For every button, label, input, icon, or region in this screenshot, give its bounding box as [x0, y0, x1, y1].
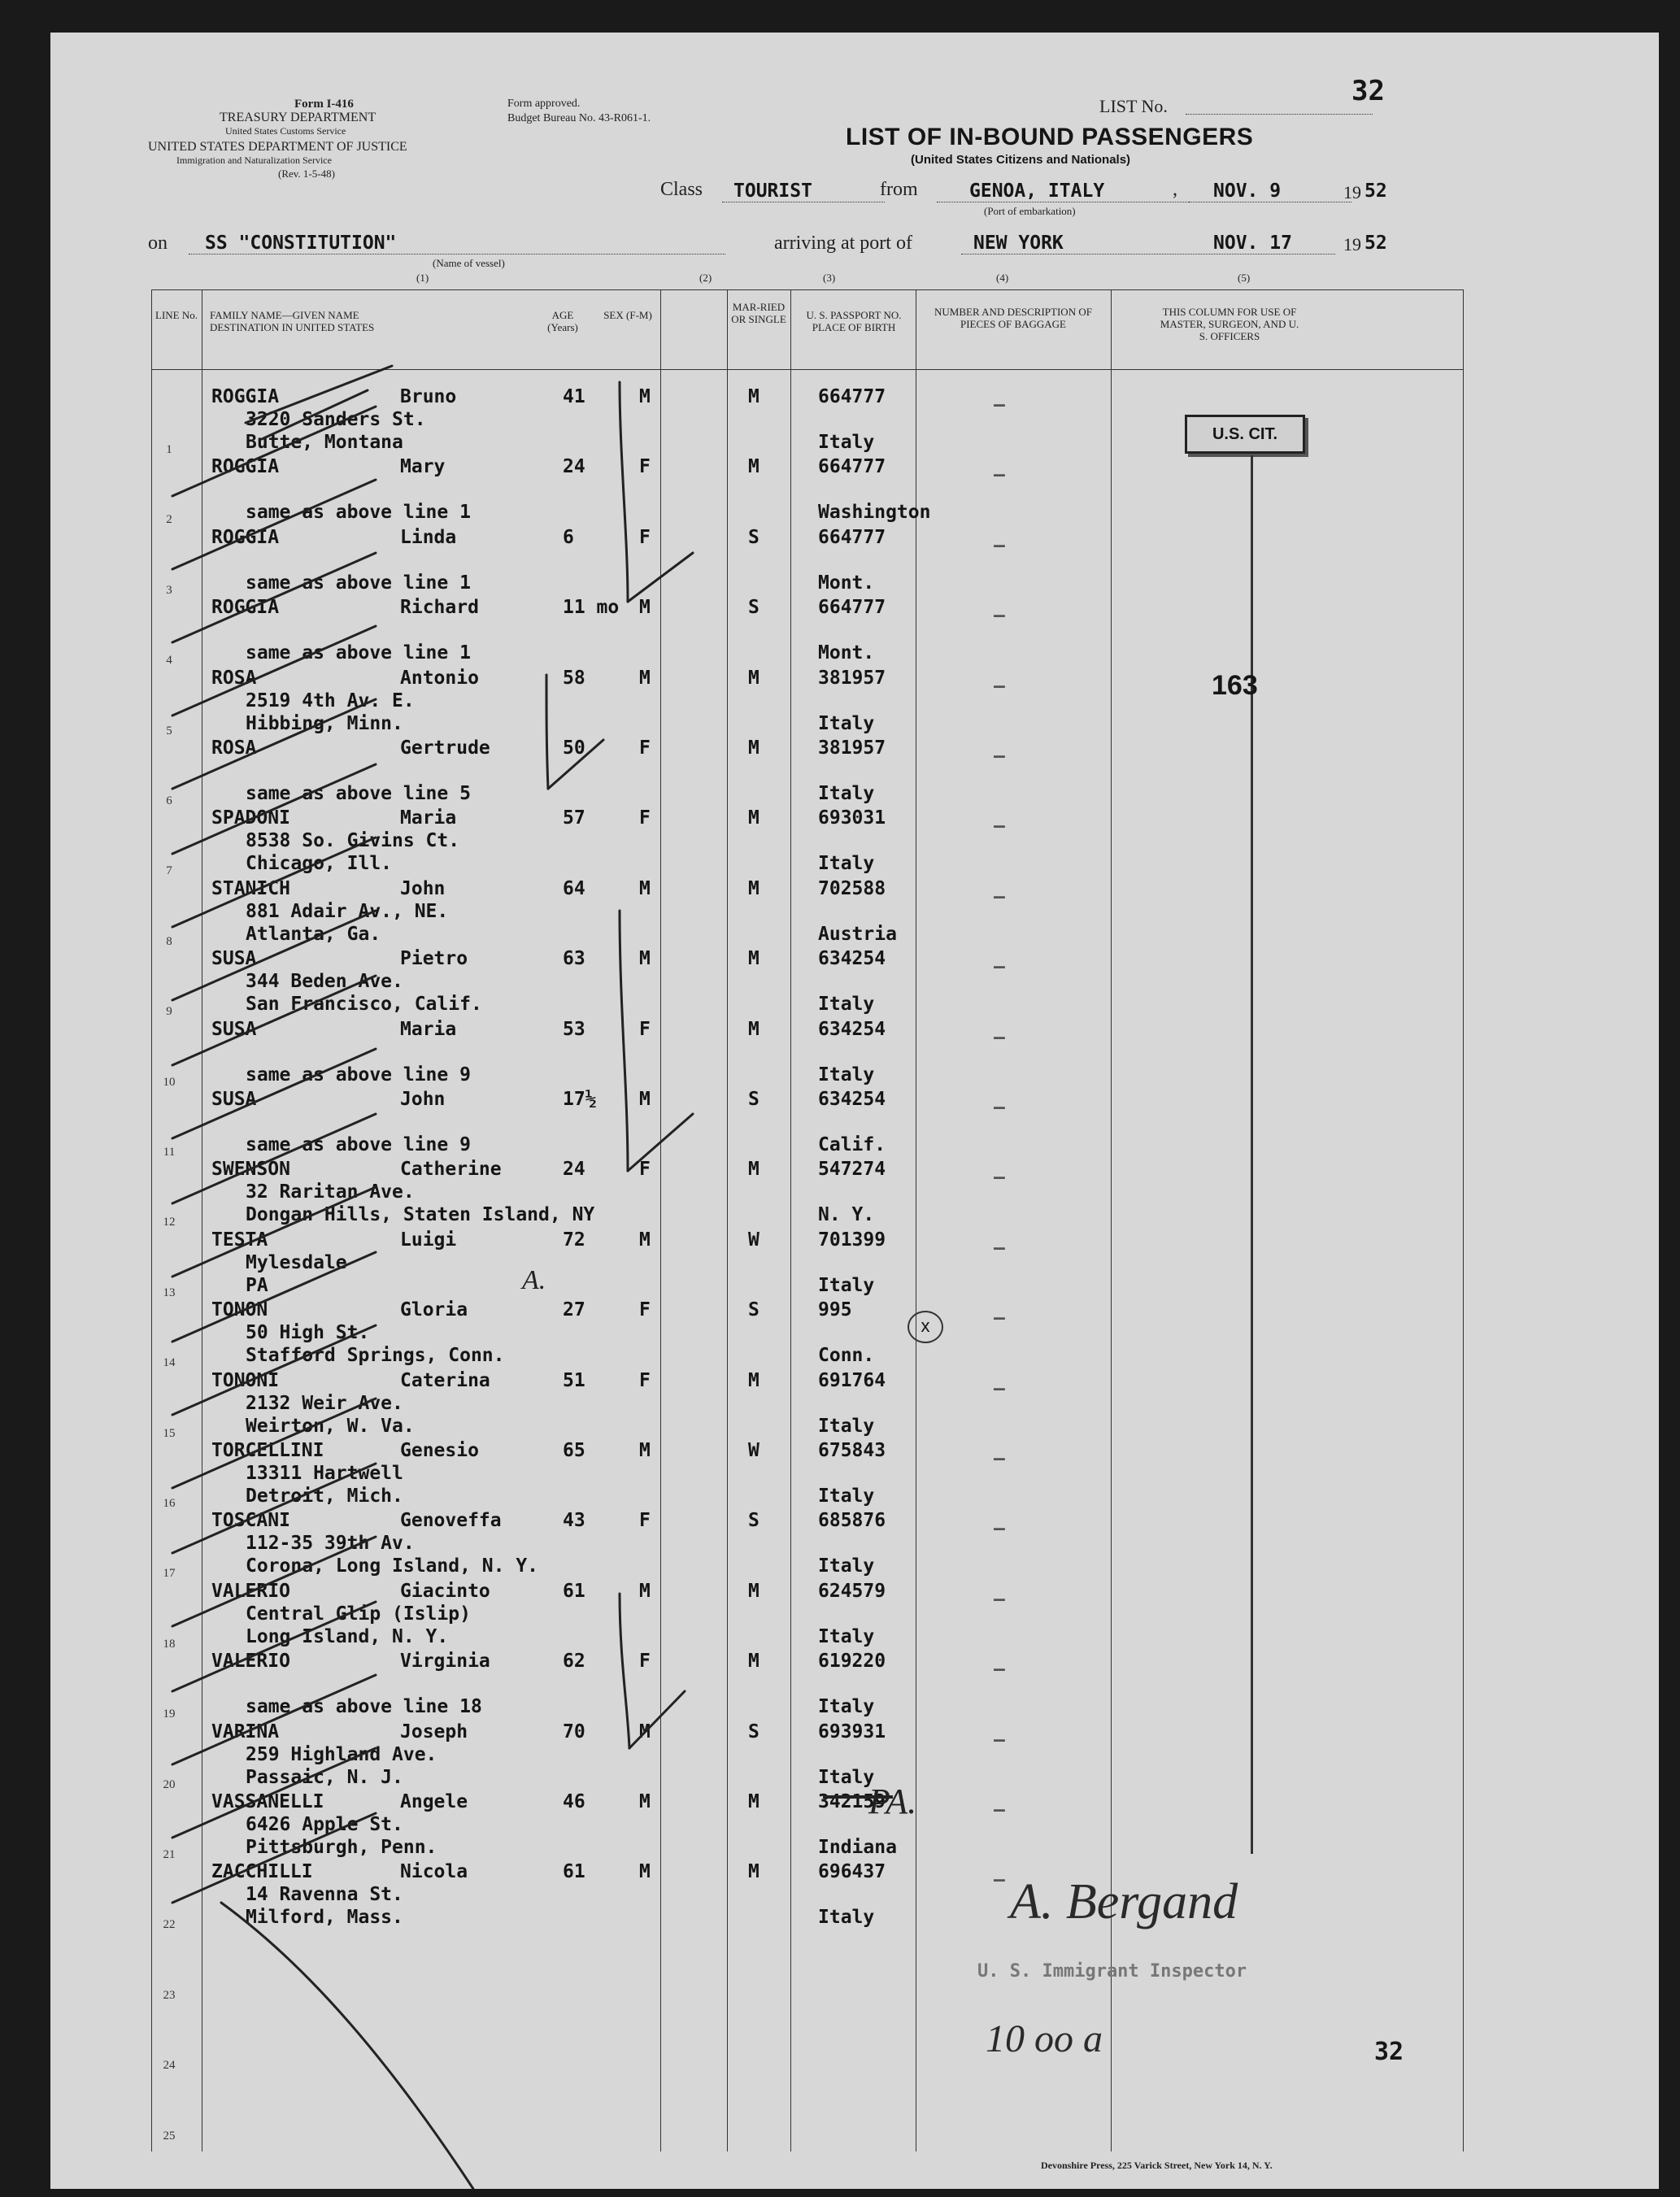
line-number: 13 [163, 1286, 176, 1299]
baggage-dash: – [994, 464, 1005, 486]
marital-status: M [748, 386, 759, 407]
sex: F [639, 1018, 651, 1040]
age: 24 [563, 456, 585, 478]
given-name: John [400, 1089, 446, 1110]
marital-status: S [748, 1299, 759, 1321]
header-married-single: MAR-RIED OR SINGLE [731, 301, 786, 325]
budget-bureau: Budget Bureau No. 43-R061-1. [507, 112, 651, 124]
destination-street: 259 Highland Ave. [246, 1743, 437, 1765]
marital-status: M [748, 807, 759, 829]
destination-city: Passaic, N. J. [246, 1766, 403, 1788]
header-passport-birth: U. S. PASSPORT NO. PLACE OF BIRTH [806, 309, 902, 333]
age: 46 [563, 1791, 585, 1812]
passport-number: 634254 [818, 1089, 886, 1110]
destination-street: 6426 Apple St. [246, 1814, 403, 1835]
family-name: SPADONI [211, 807, 290, 829]
line-number: 18 [163, 1637, 176, 1651]
marital-status: S [748, 1089, 759, 1110]
destination-city: Stafford Springs, Conn. [246, 1345, 505, 1367]
line-number: 9 [166, 1005, 172, 1019]
given-name: Antonio [400, 667, 479, 689]
place-of-birth: Italy [818, 1696, 875, 1718]
sex: F [639, 456, 651, 478]
destination-city: Milford, Mass. [246, 1907, 403, 1929]
baggage-dash: – [994, 1377, 1005, 1399]
place-of-birth: Italy [818, 712, 875, 734]
family-name: SUSA [211, 948, 257, 970]
line-number: 12 [163, 1216, 176, 1229]
place-of-birth: Italy [818, 1415, 875, 1437]
destination-city: same as above line 9 [246, 1064, 471, 1085]
destination-city: Chicago, Ill. [246, 853, 393, 875]
customs-service: United States Customs Service [225, 125, 346, 137]
place-of-birth: Calif. [818, 1134, 886, 1155]
place-of-birth: Mont. [818, 642, 875, 664]
age: 51 [563, 1369, 585, 1391]
destination-city: Hibbing, Minn. [246, 712, 403, 734]
destination-city: Weirton, W. Va. [246, 1415, 415, 1437]
header-baggage: NUMBER AND DESCRIPTION OF PIECES OF BAGGAGE [934, 306, 1092, 330]
given-name: Virginia [400, 1651, 490, 1673]
given-name: Richard [400, 597, 479, 619]
given-name: Luigi [400, 1229, 457, 1251]
destination-city: PA [246, 1274, 268, 1296]
given-name: Gertrude [400, 737, 490, 759]
place-of-birth: Italy [818, 1766, 875, 1788]
passport-number: 702588 [818, 877, 886, 899]
age: 61 [563, 1861, 585, 1883]
justice-dept: UNITED STATES DEPARTMENT OF JUSTICE [148, 140, 407, 154]
place-of-birth: Italy [818, 1064, 875, 1085]
passport-number: 664777 [818, 386, 886, 407]
age: 11 mo [563, 597, 620, 619]
baggage-dash: – [994, 746, 1005, 767]
marital-status: W [748, 1440, 759, 1461]
place-of-birth: Italy [818, 853, 875, 875]
given-name: Caterina [400, 1369, 490, 1391]
destination-street: 13311 Hartwell [246, 1463, 403, 1484]
sex: M [639, 1229, 651, 1251]
baggage-dash: – [994, 1026, 1005, 1048]
baggage-dash: – [994, 956, 1005, 978]
age: 6 [563, 526, 574, 548]
passport-number: 693931 [818, 1721, 886, 1742]
correction-a: A. [522, 1265, 546, 1295]
age: 53 [563, 1018, 585, 1040]
given-name: Bruno [400, 386, 457, 407]
treasury-dept: TREASURY DEPARTMENT [220, 111, 376, 124]
baggage-dash: – [994, 534, 1005, 556]
line-number: 6 [166, 794, 172, 807]
age: 62 [563, 1651, 585, 1673]
arrival-year: 52 [1364, 233, 1387, 254]
passenger-count: 163 [1212, 670, 1258, 701]
sex: F [639, 737, 651, 759]
age: 64 [563, 877, 585, 899]
marital-status: M [748, 877, 759, 899]
col-num-1: (1) [416, 272, 429, 284]
form-title: LIST OF IN-BOUND PASSENGERS [846, 124, 1254, 150]
port-embark-caption: (Port of embarkation) [984, 205, 1076, 217]
marital-status: M [748, 1018, 759, 1040]
line-number: 21 [163, 1848, 176, 1861]
baggage-dash: – [994, 816, 1005, 837]
departure-date: NOV. 9 [1213, 181, 1282, 202]
baggage-dash: – [994, 885, 1005, 907]
family-name: TONON [211, 1299, 268, 1321]
age: 17½ [563, 1089, 597, 1110]
line-number: 3 [166, 583, 172, 597]
baggage-dash: – [994, 1588, 1005, 1610]
given-name: Maria [400, 1018, 457, 1040]
line-number: 15 [163, 1426, 176, 1440]
given-name: Gloria [400, 1299, 468, 1321]
destination-street: 14 Ravenna St. [246, 1884, 403, 1906]
passport-number: 691764 [818, 1369, 886, 1391]
family-name: VALERIO [211, 1651, 290, 1673]
destination-city: same as above line 9 [246, 1134, 471, 1155]
destination-street: Mylesdale [246, 1251, 347, 1273]
line-number: 16 [163, 1497, 176, 1510]
passport-number: 547274 [818, 1159, 886, 1181]
line-number: 14 [163, 1356, 176, 1370]
on-label: on [148, 233, 168, 254]
destination-city: Butte, Montana [246, 432, 403, 453]
place-of-birth: N. Y. [818, 1204, 875, 1226]
family-name: VARINA [211, 1721, 280, 1742]
sex: F [639, 1299, 651, 1321]
passport-number: 685876 [818, 1510, 886, 1532]
revision: (Rev. 1-5-48) [278, 167, 335, 180]
family-name: VALERIO [211, 1580, 290, 1602]
place-of-birth: Italy [818, 783, 875, 804]
family-name: ROGGIA [211, 386, 280, 407]
family-name: ROSA [211, 737, 257, 759]
sex: F [639, 526, 651, 548]
vessel-name: SS "CONSTITUTION" [205, 233, 397, 254]
marital-status: M [748, 948, 759, 970]
baggage-dash: – [994, 1237, 1005, 1259]
col-num-3: (3) [823, 272, 836, 284]
family-name: TORCELLINI [211, 1440, 324, 1461]
inspector-label: U. S. Immigrant Inspector [977, 1961, 1247, 1982]
header-sex: SEX (F-M) [603, 309, 652, 321]
destination-street: 3220 Sanders St. [246, 409, 426, 430]
destination-city: Detroit, Mich. [246, 1486, 403, 1507]
place-of-birth: Italy [818, 432, 875, 453]
place-of-birth: Conn. [818, 1345, 875, 1367]
given-name: Maria [400, 807, 457, 829]
marital-status: M [748, 737, 759, 759]
header-line-no: LINE No. [155, 309, 198, 321]
col-num-4: (4) [996, 272, 1009, 284]
sex: F [639, 1159, 651, 1181]
baggage-dash: – [994, 1729, 1005, 1751]
port-of-embarkation: GENOA, ITALY [969, 181, 1105, 202]
sex: M [639, 1089, 651, 1110]
footer-page-number: 32 [1374, 2038, 1404, 2066]
given-name: Linda [400, 526, 457, 548]
passport-number: 619220 [818, 1651, 886, 1673]
printer-imprint: Devonshire Press, 225 Varick Street, New York 14, N. Y. [1041, 2160, 1273, 2171]
age: 70 [563, 1721, 585, 1742]
line-number: 1 [166, 443, 172, 456]
destination-city: Long Island, N. Y. [246, 1625, 449, 1647]
destination-street: 112-35 39th Av. [246, 1533, 415, 1555]
family-name: ROGGIA [211, 456, 280, 478]
destination-city: same as above line 1 [246, 642, 471, 664]
baggage-dash: – [994, 1799, 1005, 1821]
age: 61 [563, 1580, 585, 1602]
arrive-year-prefix: 19 [1343, 234, 1361, 255]
line-number: 25 [163, 2129, 176, 2143]
place-of-birth: Italy [818, 1907, 875, 1929]
family-name: TESTA [211, 1229, 268, 1251]
form-number: Form I-416 [294, 98, 354, 111]
place-of-birth: Mont. [818, 572, 875, 594]
family-name: SUSA [211, 1089, 257, 1110]
header-age: AGE (Years) [547, 309, 578, 333]
passport-number: 701399 [818, 1229, 886, 1251]
sex: M [639, 1580, 651, 1602]
age: 65 [563, 1440, 585, 1461]
destination-street: 881 Adair Av., NE. [246, 900, 449, 922]
marital-status: M [748, 1651, 759, 1673]
given-name: John [400, 877, 446, 899]
place-of-birth: Washington [818, 502, 931, 524]
line-number: 19 [163, 1708, 176, 1721]
line-number: 11 [163, 1146, 176, 1159]
family-name: TONONI [211, 1369, 280, 1391]
passport-number: 664777 [818, 456, 886, 478]
destination-city: Corona, Long Island, N. Y. [246, 1555, 539, 1577]
given-name: Angele [400, 1791, 468, 1812]
age: 57 [563, 807, 585, 829]
destination-city: same as above line 18 [246, 1696, 482, 1718]
form-subtitle: (United States Citizens and Nationals) [911, 153, 1131, 167]
given-name: Nicola [400, 1861, 468, 1883]
place-of-birth: Austria [818, 923, 897, 945]
line-number: 22 [163, 1918, 176, 1932]
col-num-2: (2) [699, 272, 712, 284]
age: 58 [563, 667, 585, 689]
class-value: TOURIST [733, 181, 812, 202]
destination-street: 32 Raritan Ave. [246, 1181, 415, 1203]
given-name: Giacinto [400, 1580, 490, 1602]
marital-status: S [748, 597, 759, 619]
header-officers: THIS COLUMN FOR USE OF MASTER, SURGEON, AND U. S. OFFICERS [1160, 306, 1299, 342]
line-number: 23 [163, 1988, 176, 2002]
col-num-5: (5) [1238, 272, 1251, 284]
age: 50 [563, 737, 585, 759]
from-label: from [880, 179, 918, 200]
destination-city: same as above line 1 [246, 572, 471, 594]
family-name: STANICH [211, 877, 290, 899]
marital-status: M [748, 1159, 759, 1181]
sex: F [639, 807, 651, 829]
family-name: SUSA [211, 1018, 257, 1040]
family-name: ROGGIA [211, 597, 280, 619]
line-number: 5 [166, 724, 172, 737]
given-name: Catherine [400, 1159, 502, 1181]
arriving-label: arriving at port of [774, 233, 912, 254]
baggage-dash: – [994, 1869, 1005, 1891]
age: 27 [563, 1299, 585, 1321]
correction-pa: PA. [868, 1782, 917, 1821]
given-name: Joseph [400, 1721, 468, 1742]
passport-number: 342159 [818, 1791, 886, 1812]
family-name: ROGGIA [211, 526, 280, 548]
family-name: TOSCANI [211, 1510, 290, 1532]
class-label: Class [660, 179, 703, 200]
passport-number: 696437 [818, 1861, 886, 1883]
line-number: 8 [166, 934, 172, 948]
baggage-dash: – [994, 675, 1005, 697]
passport-number: 693031 [818, 807, 886, 829]
marital-status: M [748, 456, 759, 478]
sex: M [639, 1861, 651, 1883]
sex: M [639, 948, 651, 970]
given-name: Genesio [400, 1440, 479, 1461]
vessel-caption: (Name of vessel) [433, 257, 505, 269]
sex: M [639, 386, 651, 407]
given-name: Pietro [400, 948, 468, 970]
sex: M [639, 597, 651, 619]
age: 41 [563, 386, 585, 407]
marital-status: S [748, 1510, 759, 1532]
baggage-dash: – [994, 1518, 1005, 1540]
marital-status: S [748, 1721, 759, 1742]
destination-street: 2519 4th Av. E. [246, 690, 415, 711]
destination-street: 50 High St. [246, 1322, 370, 1344]
marital-status: S [748, 526, 759, 548]
place-of-birth: Italy [818, 994, 875, 1016]
line-number: 2 [166, 513, 172, 527]
given-name: Genoveffa [400, 1510, 502, 1532]
given-name: Mary [400, 456, 446, 478]
marital-status: M [748, 1791, 759, 1812]
passport-number: 675843 [818, 1440, 886, 1461]
passport-number: 634254 [818, 1018, 886, 1040]
destination-street: Central Glip (Islip) [246, 1603, 471, 1625]
baggage-dash: – [994, 1097, 1005, 1118]
destination-street: 8538 So. Givins Ct. [246, 830, 460, 852]
place-of-birth: Italy [818, 1486, 875, 1507]
destination-street: 2132 Weir Ave. [246, 1392, 403, 1414]
marital-status: M [748, 1861, 759, 1883]
line-number: 7 [166, 864, 172, 878]
line-number: 20 [163, 1777, 176, 1791]
page-number: 32 [1351, 75, 1385, 107]
depart-year-prefix: 19 [1343, 182, 1361, 202]
destination-city: same as above line 5 [246, 783, 471, 804]
place-of-birth: Indiana [818, 1837, 897, 1858]
sex: M [639, 667, 651, 689]
passport-number: 664777 [818, 597, 886, 619]
age: 43 [563, 1510, 585, 1532]
passport-number: 624579 [818, 1580, 886, 1602]
sex: F [639, 1651, 651, 1673]
header-name-destination: FAMILY NAME—GIVEN NAME DESTINATION IN UNITED STATES [210, 309, 375, 333]
passport-number: 664777 [818, 526, 886, 548]
arrival-date: NOV. 17 [1213, 233, 1292, 254]
form-approved: Form approved. [507, 98, 581, 110]
inspector-signature: A. Bergand [1010, 1874, 1238, 1929]
destination-city: San Francisco, Calif. [246, 994, 482, 1016]
ins-service: Immigration and Naturalization Service [176, 154, 332, 166]
baggage-dash: – [994, 1167, 1005, 1189]
destination-city: Dongan Hills, Staten Island, NY [246, 1204, 595, 1226]
marital-status: M [748, 1369, 759, 1391]
handwritten-note: 10 oo a [986, 2017, 1103, 2060]
family-name: SWENSON [211, 1159, 290, 1181]
family-name: ZACCHILLI [211, 1861, 313, 1883]
pen-marks [50, 33, 1659, 2189]
baggage-dash: – [994, 1307, 1005, 1329]
sex: F [639, 1369, 651, 1391]
destination-city: Pittsburgh, Penn. [246, 1837, 437, 1858]
family-name: ROSA [211, 667, 257, 689]
passport-number: 634254 [818, 948, 886, 970]
sex: M [639, 1721, 651, 1742]
place-of-birth: Italy [818, 1625, 875, 1647]
passenger-manifest-sheet: Form I-416 TREASURY DEPARTMENT United States Customs Service UNITED STATES DEPARTMENT OF JUSTICE Immigration and Naturalization Service (Rev. 1-5-48) Form approved. Budget Bureau No. 43-R061-1. LIST No. 32 LIST OF IN-BOUND PASSENGERS (United States Citizens and Nationals) Class TOURIST from GENOA, ITALY (Port of embarkation) , NOV. 9 19 52 on SS "CONSTITUTION" (Name of vessel) arriving at port of NEW YORK NOV. 17 19 52 (1) (2) (3) (4) (5) LINE No. FAMILY NAME—GIVEN NAME DESTINATION IN UNITED STATES AGE (Years) SEX (F-M) MAR-RIED OR SINGLE U. S. PASSPORT NO. PLACE OF BIRTH NUMBER AND DESCRIPTION OF PIECES OF BAGGAGE THIS COLUMN FOR USE OF MASTER, SURGEON, AND U. S. OFFICERS 1 2 3 4 5 6 7 8 9 10 11 12 13 14 15 16 17 18 19 20 21 22 23 24 25 ROGGIA Bruno 3220 Sanders St. Butte, Montana 41 M M 664777 Italy – ROGGIA Mary same as above line 1 24 F M 664777 Washington – ROGGIA Linda same as above line 1 6 F S 664777 Mont. – ROGGIA Richard same as above line 1 11 mo M S 664777 Mont. – ROSA Antonio 2519 4th Av. E. Hibbing, Minn. 58 M M 381957 Italy – ROSA Gertrude same as above line 5 50 F M 381957 Italy – SPADONI Maria 8538 So. Givins Ct. Chicago, Ill. 57 F M 693031 Italy – STANICH John 881 Adair Av., NE. Atlanta, Ga. 64 M M 702588 Austria – SUSA Pietro 344 Beden Ave. San Francisco, Calif. 63 M M 634254 Italy – SUSA Maria same as above line 9 53 F M 634254 Italy – SUSA John same as above line 9 17½ M S 634254 Calif. – SWENSON Catherine 32 Raritan Ave. Dongan Hills, Staten Island, NY 24 F M 547274 N. Y. – TESTA Luigi Mylesdale PA 72 M W 701399 Italy – TONON Gloria 50 High St. Stafford Springs, Conn. 27 F S 995 Conn. – TONONI Caterina 2132 Weir Ave. Weirton, W. Va. 51 F M 691764 Italy – TORCELLINI Genesio 13311 Hartwell Detroit, Mich. 65 M W 675843 Italy – TOSCANI Genoveffa 112-35 39th Av. Corona, Long Island, N. Y. 43 F S 685876 Italy – VALERIO Giacinto Central Glip (Islip) Long Island, N. Y. 61 M M 624579 Italy – VALERIO Virginia same as above line 18 62 F M 619220 Italy – VARINA Joseph 259 Highland Ave. Passaic, N. J. 70 M S 693931 Italy – VASSANELLI Angele 6426 Apple St. Pittsburgh, Penn. 46 M M 342159 Indiana – ZACCHILLI Nicola 14 Ravenna St. Milford, Mass. 61 M M 696437 Italy – U.S. CIT. 163 x PA. A. A. Bergand U. S. Immigrant Inspector 10 oo a 32 Devonshire Press, 225 Varick Street, New York 14, N. Y. [50, 33, 1659, 2189]
line-number: 10 [163, 1075, 176, 1089]
us-citizen-stamp: U.S. CIT. [1185, 415, 1305, 454]
age: 72 [563, 1229, 585, 1251]
list-no-label: LIST No. [1099, 96, 1168, 116]
baggage-dash: – [994, 1448, 1005, 1469]
baggage-dash: – [994, 394, 1005, 415]
sex: F [639, 1510, 651, 1532]
passport-number: 381957 [818, 737, 886, 759]
baggage-dash: – [994, 1659, 1005, 1681]
destination-city: Atlanta, Ga. [246, 923, 381, 945]
marital-status: M [748, 667, 759, 689]
family-name: VASSANELLI [211, 1791, 324, 1812]
age: 24 [563, 1159, 585, 1181]
place-of-birth: Italy [818, 1274, 875, 1296]
marital-status: W [748, 1229, 759, 1251]
arrival-port: NEW YORK [973, 233, 1064, 254]
line-number: 24 [163, 2059, 176, 2073]
line-number: 4 [166, 654, 172, 668]
line-number: 17 [163, 1567, 176, 1581]
destination-street: 344 Beden Ave. [246, 971, 403, 993]
passport-number: 995 [818, 1299, 852, 1321]
sex: M [639, 1440, 651, 1461]
sex: M [639, 877, 651, 899]
baggage-dash: – [994, 605, 1005, 627]
departure-year: 52 [1364, 181, 1387, 202]
place-of-birth: Italy [818, 1555, 875, 1577]
marital-status: M [748, 1580, 759, 1602]
passport-number: 381957 [818, 667, 886, 689]
x-mark: x [907, 1311, 943, 1343]
destination-city: same as above line 1 [246, 502, 471, 524]
age: 63 [563, 948, 585, 970]
sex: M [639, 1791, 651, 1812]
